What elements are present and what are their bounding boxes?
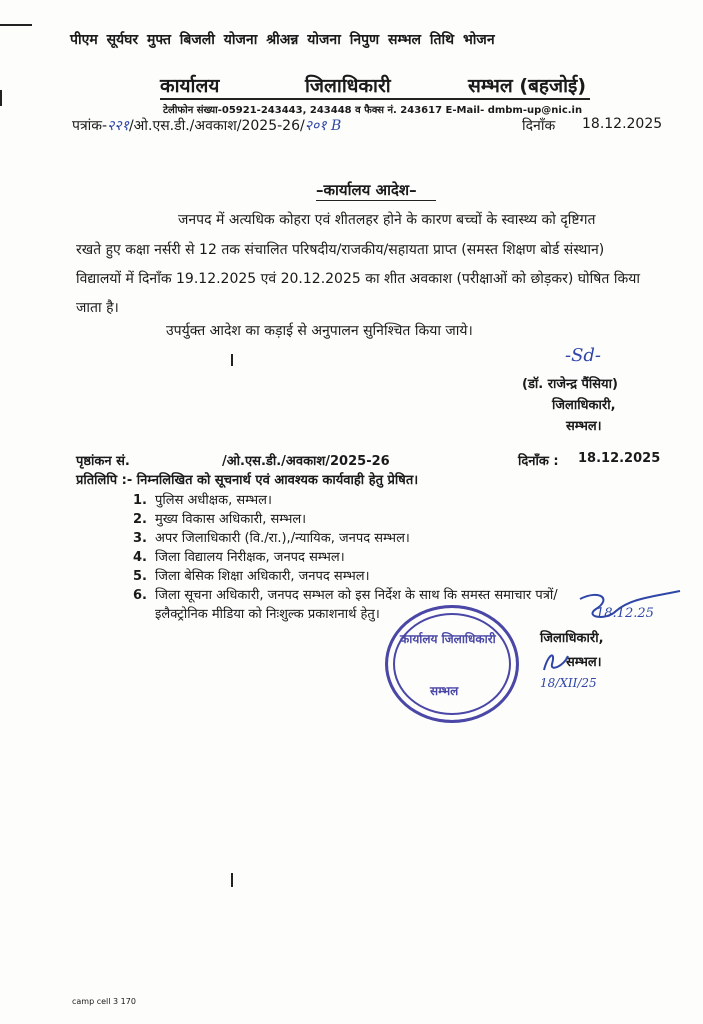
sd-signature: -Sd-	[565, 345, 602, 366]
list-item: 1. पुलिस अधीक्षक, सम्भल।	[133, 493, 272, 508]
order-para-line3: विद्यालयों में दिनाँक 19.12.2025 एवं 20.12.2025 का शीत अवकाश (परीक्षाओं को छोड़कर) घोषित किया	[76, 271, 640, 287]
list-item-continuation: इलैक्ट्रोनिक मीडिया को निःशुल्क प्रकाशनार्थ हेतु।	[155, 607, 380, 622]
reference-date-label: दिनाँक	[522, 118, 556, 134]
reference-label: पत्रांक-	[72, 118, 108, 134]
copy-recipient-list	[133, 491, 558, 624]
district-name: सम्भल (बहजोई)	[468, 75, 587, 97]
header-underline	[160, 98, 590, 100]
endorsement-date-label: दिनाँक :	[518, 454, 559, 469]
handwritten-date: 18.12.25	[596, 606, 654, 621]
copy-to-line: प्रतिलिपि :- निम्नलिखित को सूचनार्थ एवं आवश्यक कार्यवाही हेतु प्रेषित।	[76, 473, 419, 488]
contact-line: टेलीफोन संख्या-05921-243443, 243448 व फैक्स नं. 243617 E-Mail- dmbm-up@nic.in	[163, 105, 583, 116]
schemes-banner: पीएम सूर्यघर मुफ्त बिजली योजना श्रीअन्न योजना निपुण सम्भल तिथि भोजन	[70, 32, 495, 48]
list-item: 6. जिला सूचना अधिकारी, जनपद सम्भल को इस निर्देश के साथ कि समस्त समाचार पत्रों/	[133, 588, 558, 603]
officer-word: जिलाधिकारी	[305, 75, 391, 97]
list-item: 2. मुख्य विकास अधिकारी, सम्भल।	[133, 512, 307, 527]
list-item: 4. जिला विद्यालय निरीक्षक, जनपद सम्भल।	[133, 550, 345, 565]
endorse-designation: जिलाधिकारी,	[540, 631, 604, 646]
margin-mark	[231, 354, 233, 366]
handwritten-suffix: २०१ B	[304, 118, 342, 134]
order-title-underline	[316, 200, 436, 201]
endorsement-date: 18.12.2025	[578, 451, 661, 466]
signatory-place: सम्भल।	[566, 419, 602, 434]
order-para-line4: जाता है।	[76, 300, 119, 316]
office-seal	[385, 605, 519, 723]
order-title: –कार्यालय आदेश–	[316, 181, 417, 199]
endorsement-ref: /ओ.एस.डी./अवकाश/2025-26	[222, 454, 390, 469]
handwritten-number: २२१	[107, 118, 129, 134]
seal-text-bottom: सम्भल	[430, 684, 459, 698]
signatory-name: (डॉ. राजेन्द्र पैंसिया)	[522, 377, 618, 392]
endorse-place: सम्भल।	[566, 655, 602, 670]
footer-code: camp cell 3 170	[72, 997, 136, 1006]
order-para-line1: जनपद में अत्यधिक कोहरा एवं शीतलहर होने के कारण बच्चों के स्वास्थ्य को दृष्टिगत	[178, 212, 596, 228]
reference-line	[72, 116, 341, 135]
list-item: 3. अपर जिलाधिकारी (वि./रा.),/न्यायिक, जनपद सम्भल।	[133, 531, 410, 546]
reference-middle: /ओ.एस.डी./अवकाश/2025-26/	[128, 118, 305, 134]
scan-mark	[0, 24, 32, 26]
scan-mark	[0, 90, 2, 106]
endorsement-label: पृष्ठांकन सं.	[76, 454, 130, 469]
list-item: 5. जिला बेसिक शिक्षा अधिकारी, जनपद सम्भल।	[133, 569, 370, 584]
margin-mark	[231, 873, 233, 887]
seal-text-top: कार्यालय जिलाधिकारी	[400, 632, 496, 646]
office-word: कार्यालय	[160, 75, 220, 97]
scribble-icon	[538, 644, 574, 676]
signatory-designation: जिलाधिकारी,	[552, 398, 616, 413]
order-para-line2: रखते हुए कक्षा नर्सरी से 12 तक संचालित परिषदीय/राजकीय/सहायता प्राप्त (समस्त शिक्षण बोर्ड संस्थान)	[76, 242, 605, 258]
handwritten-date-2: 18/XII/25	[540, 676, 597, 690]
order-para2: उपर्युक्त आदेश का कड़ाई से अनुपालन सुनिश्चित किया जाये।	[166, 323, 473, 339]
reference-date: 18.12.2025	[582, 116, 663, 132]
